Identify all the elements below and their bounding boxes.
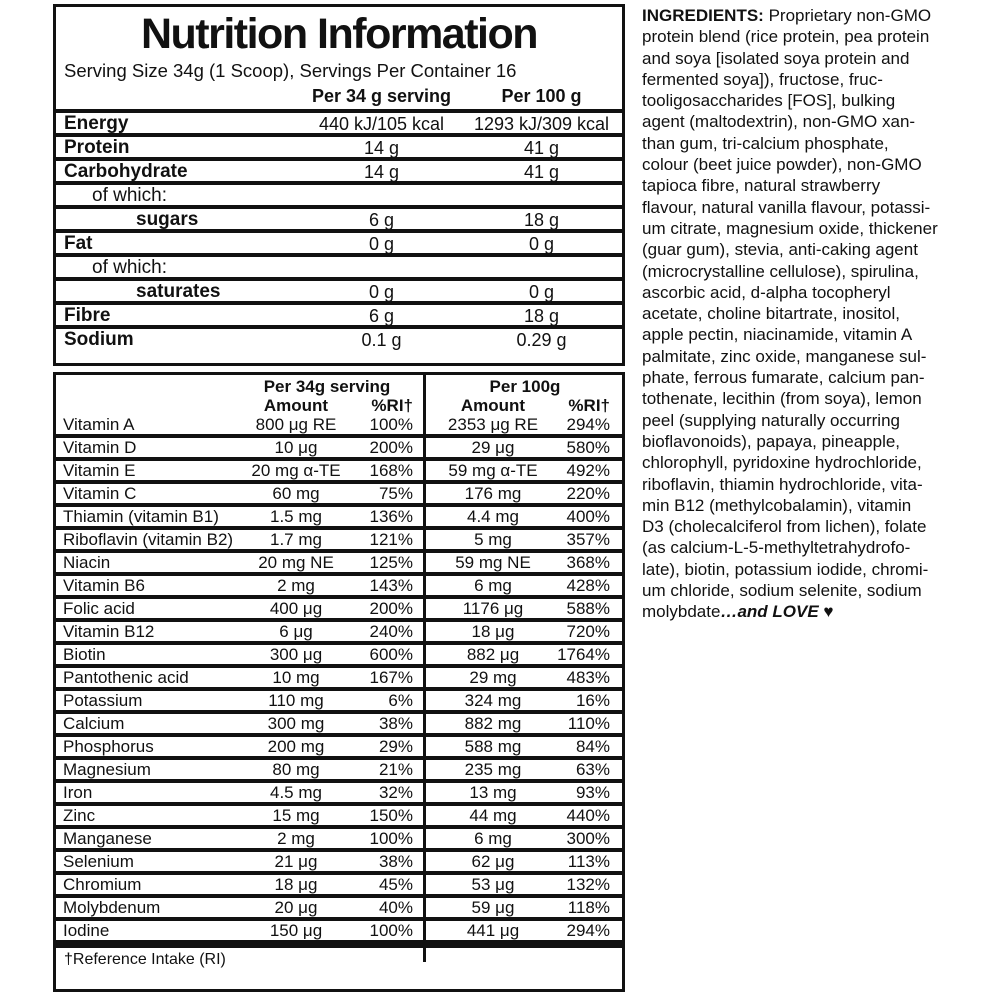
table-row	[56, 257, 622, 277]
serving-amount: 2 mg	[277, 829, 315, 848]
ingredients-line: phate, ferrous fumarate, calcium pan-	[642, 368, 925, 388]
serving-amount: 1.7 mg	[270, 530, 322, 549]
serving-ri-percent: 121%	[369, 530, 413, 549]
nutrient-label: Phosphorus	[63, 737, 154, 756]
ingredients-body	[642, 26, 998, 601]
table-row	[56, 161, 622, 181]
nutrient-label: Vitamin E	[63, 461, 136, 480]
per100g-amount: 441 μg	[466, 921, 520, 940]
ingredients-line: apple pectin, niacinamide, vitamin A	[642, 325, 913, 345]
per-serving-value: 0 g	[368, 281, 395, 302]
ingredients-line: and soya [isolated soya protein and	[642, 48, 910, 68]
serving-size-line: Serving Size 34g (1 Scoop), Servings Per Container 16	[64, 60, 517, 81]
per-serving-value: 14 g	[363, 161, 400, 182]
ingredients-line: min B12 (methylcobalamin), vitamin	[642, 495, 912, 515]
per100g-amount: 44 mg	[469, 806, 517, 825]
nutrient-label: Thiamin (vitamin B1)	[63, 507, 219, 526]
per-100g-value: 18 g	[523, 209, 560, 230]
nutrient-label: Iron	[63, 783, 93, 802]
per-serving-group-header: Per 34g serving	[263, 377, 391, 396]
serving-amount: 800 μg RE	[255, 415, 337, 434]
nutrient-label: Carbohydrate	[64, 161, 188, 182]
table-row	[56, 329, 622, 349]
column-group-divider	[423, 375, 426, 962]
table-row	[56, 829, 622, 848]
per-100g-value: 0 g	[528, 281, 555, 302]
table-row	[56, 714, 622, 733]
nutrient-label: Protein	[64, 137, 130, 158]
ingredients-line: fermented soya]), fructose, fruc-	[642, 69, 883, 89]
per100g-amount: 882 μg	[466, 645, 520, 664]
serving-amount: 110 mg	[268, 691, 324, 710]
nutrient-label: Energy	[64, 113, 129, 134]
ingredients-line	[642, 601, 998, 622]
table-row	[56, 898, 622, 917]
table-row	[56, 233, 622, 253]
per100g-amount: 882 mg	[464, 714, 522, 733]
per100g-amount: 62 μg	[471, 852, 515, 871]
serving-ri-percent: 600%	[369, 645, 413, 664]
nutrient-label: Biotin	[63, 645, 106, 664]
per-serving-value: 6 g	[368, 305, 395, 326]
ingredients-line: tothenate, lecithin (from soya), lemon	[642, 389, 922, 409]
nutrient-label: Manganese	[63, 829, 152, 848]
per100g-ri-percent: 110%	[567, 714, 610, 733]
serving-ri-percent: 167%	[369, 668, 413, 687]
serving-ri-percent: 21%	[378, 760, 413, 779]
ingredients-label: INGREDIENTS:	[642, 6, 764, 25]
per100g-amount: 4.4 mg	[467, 507, 519, 526]
nutrient-label: Calcium	[63, 714, 125, 733]
amount-header-serving: Amount	[263, 396, 329, 415]
nutrient-label: Zinc	[63, 806, 96, 825]
per100g-ri-percent: 294%	[566, 415, 610, 434]
nutrient-label: Riboflavin (vitamin B2)	[63, 530, 234, 549]
table-row	[56, 507, 622, 526]
table-row	[56, 599, 622, 618]
per100g-ri-percent: 368%	[566, 553, 610, 572]
serving-amount: 15 mg	[272, 806, 320, 825]
per-serving-value: 14 g	[363, 137, 400, 158]
serving-ri-percent: 32%	[378, 783, 413, 802]
ingredients-line: um citrate, magnesium oxide, thickener	[642, 218, 938, 238]
serving-amount: 21 μg	[274, 852, 318, 871]
ingredients-last-line-text: molybdate	[642, 602, 721, 622]
table-row	[56, 209, 622, 229]
per100g-ri-percent: 118%	[567, 898, 610, 917]
serving-ri-percent: 150%	[369, 806, 413, 825]
serving-amount: 200 mg	[267, 737, 325, 756]
serving-amount: 80 mg	[272, 760, 320, 779]
serving-ri-percent: 100%	[369, 415, 413, 434]
per100g-amount: 29 μg	[471, 438, 515, 457]
table-row	[56, 806, 622, 825]
serving-amount: 20 μg	[274, 898, 318, 917]
ri-header-serving: %RI†	[371, 396, 413, 415]
ingredients-line: chlorophyll, pyridoxine hydrochloride,	[642, 453, 922, 473]
ingredients-line: (microcrystalline cellulose), spirulina,	[642, 261, 919, 281]
table-row	[56, 852, 622, 871]
nutrition-information-panel	[53, 4, 625, 366]
serving-amount: 18 μg	[274, 875, 318, 894]
per100g-amount: 324 mg	[464, 691, 522, 710]
nutrient-label: Folic acid	[63, 599, 135, 618]
per-100g-value: 41 g	[523, 137, 560, 158]
per-100g-value: 0 g	[528, 233, 555, 254]
ingredients-line: ascorbic acid, d-alpha tocopheryl	[642, 282, 891, 302]
nutrient-label: saturates	[136, 281, 221, 302]
per-serving-column-header: Per 34 g serving	[311, 85, 452, 106]
serving-ri-percent: 38%	[378, 714, 413, 733]
nutrient-label: Pantothenic acid	[63, 668, 189, 687]
per100g-amount: 2353 μg RE	[447, 415, 539, 434]
per100g-ri-percent: 1764%	[557, 645, 610, 664]
per100g-ri-percent: 492%	[566, 461, 610, 480]
serving-amount: 300 mg	[267, 714, 325, 733]
nutrient-label: Chromium	[63, 875, 142, 894]
per-100g-value: 1293 kJ/309 kcal	[473, 113, 610, 134]
ingredients-line: um chloride, sodium selenite, sodium	[642, 581, 922, 601]
per-100g-group-header: Per 100g	[489, 377, 561, 396]
serving-ri-percent: 40%	[378, 898, 413, 917]
ingredients-line: palmitate, zinc oxide, manganese sul-	[642, 346, 927, 366]
serving-ri-percent: 100%	[369, 921, 413, 940]
serving-amount: 20 mg NE	[258, 553, 334, 572]
per100g-amount: 6 mg	[474, 829, 512, 848]
serving-ri-percent: 200%	[369, 599, 413, 618]
per-100g-column-header: Per 100 g	[501, 85, 582, 106]
per100g-amount: 6 mg	[474, 576, 512, 595]
nutrient-label: of which:	[92, 185, 167, 206]
serving-ri-percent: 125%	[369, 553, 413, 572]
ingredients-line: colour (beet juice powder), non-GMO	[642, 155, 922, 175]
serving-ri-percent: 240%	[369, 622, 413, 641]
per-serving-value: 6 g	[368, 209, 395, 230]
serving-ri-percent: 45%	[378, 875, 413, 894]
serving-ri-percent: 29%	[378, 737, 413, 756]
vitamin-table-header	[56, 375, 622, 415]
per100g-amount: 176 mg	[464, 484, 522, 503]
vitamins-minerals-panel	[53, 372, 625, 992]
serving-amount: 60 mg	[272, 484, 320, 503]
table-row	[56, 137, 622, 157]
per100g-ri-percent: 580%	[566, 438, 610, 457]
per100g-ri-percent: 113%	[567, 852, 610, 871]
per-serving-value: 0.1 g	[361, 329, 402, 350]
nutrient-label: Fat	[64, 233, 93, 254]
table-row	[56, 484, 622, 503]
table-row	[56, 461, 622, 480]
ingredients-line: bioflavonoids), papaya, pineapple,	[642, 431, 901, 451]
per100g-amount: 5 mg	[474, 530, 512, 549]
table-row	[56, 737, 622, 756]
per100g-ri-percent: 84%	[575, 737, 610, 756]
serving-amount: 300 μg	[269, 645, 323, 664]
nutrient-label: Molybdenum	[63, 898, 161, 917]
nutrient-label: Vitamin A	[63, 415, 135, 434]
table-row	[56, 668, 622, 687]
per100g-amount: 18 μg	[471, 622, 515, 641]
serving-ri-percent: 6%	[388, 691, 413, 710]
nutrient-label: Vitamin B6	[63, 576, 145, 595]
table-row	[56, 553, 622, 572]
table-row	[56, 305, 622, 325]
per100g-amount: 59 μg	[471, 898, 515, 917]
per100g-ri-percent: 132%	[566, 875, 610, 894]
per100g-ri-percent: 220%	[566, 484, 610, 503]
per100g-ri-percent: 428%	[566, 576, 610, 595]
nutrient-label: Vitamin B12	[63, 622, 155, 641]
macro-table-header	[56, 83, 622, 109]
serving-ri-percent: 200%	[369, 438, 413, 457]
serving-amount: 150 μg	[269, 921, 323, 940]
nutrient-label: sugars	[136, 209, 199, 230]
nutrient-label: Magnesium	[63, 760, 151, 779]
per100g-ri-percent: 357%	[566, 530, 610, 549]
serving-amount: 1.5 mg	[270, 507, 322, 526]
nutrient-label: Niacin	[63, 553, 111, 572]
table-row	[56, 576, 622, 595]
table-row	[56, 185, 622, 205]
table-row	[56, 438, 622, 457]
nutrient-label: Vitamin D	[63, 438, 137, 457]
serving-amount: 400 μg	[269, 599, 323, 618]
per100g-amount: 53 μg	[471, 875, 515, 894]
per100g-ri-percent: 720%	[566, 622, 610, 641]
table-row	[56, 875, 622, 894]
serving-amount: 4.5 mg	[270, 783, 322, 802]
per100g-amount: 59 mg NE	[455, 553, 531, 572]
per-100g-value: 18 g	[523, 305, 560, 326]
per100g-ri-percent: 63%	[575, 760, 610, 779]
table-row	[56, 622, 622, 641]
per100g-ri-percent: 16%	[575, 691, 610, 710]
serving-ri-percent: 100%	[369, 829, 413, 848]
serving-amount: 6 μg	[279, 622, 313, 641]
serving-amount: 2 mg	[277, 576, 315, 595]
nutrient-label: Selenium	[63, 852, 134, 871]
serving-amount: 20 mg α-TE	[251, 461, 341, 480]
per-serving-value: 440 kJ/105 kcal	[318, 113, 445, 134]
ingredients-line: agent (maltodextrin), non-GMO xan-	[642, 112, 916, 132]
ingredients-line: tooligosaccharides [FOS], bulking	[642, 91, 896, 111]
ingredients-line: late), biotin, potassium iodide, chromi-	[642, 559, 929, 579]
nutrient-label: Sodium	[64, 329, 134, 350]
per-100g-value: 41 g	[523, 161, 560, 182]
serving-amount: 10 mg	[272, 668, 320, 687]
table-row	[56, 691, 622, 710]
ingredients-line: D3 (cholecalciferol from lichen), folate	[642, 517, 927, 537]
per100g-amount: 235 mg	[464, 760, 522, 779]
per100g-amount: 29 mg	[469, 668, 517, 687]
table-row	[56, 645, 622, 664]
serving-ri-percent: 136%	[369, 507, 413, 526]
nutrient-label: Vitamin C	[63, 484, 137, 503]
ingredients-first-line-text: Proprietary non-GMO	[768, 6, 932, 25]
ingredients-line: tapioca fibre, natural strawberry	[642, 176, 881, 196]
nutrient-label: of which:	[92, 257, 167, 278]
per100g-ri-percent: 300%	[566, 829, 610, 848]
panel-title: Nutrition Information	[140, 10, 538, 58]
per100g-ri-percent: 483%	[566, 668, 610, 687]
table-row	[56, 530, 622, 549]
per100g-ri-percent: 440%	[566, 806, 610, 825]
per100g-ri-percent: 93%	[575, 783, 610, 802]
table-row	[56, 113, 622, 133]
nutrient-label: Fibre	[64, 305, 111, 326]
love-note: …and LOVE ♥	[720, 602, 834, 622]
ingredients-line	[642, 5, 998, 26]
ingredients-line: (as calcium-L-5-methyltetrahydrofo-	[642, 538, 911, 558]
serving-ri-percent: 168%	[369, 461, 413, 480]
table-row	[56, 415, 622, 434]
amount-header-100g: Amount	[460, 396, 526, 415]
nutrient-label: Potassium	[63, 691, 143, 710]
ingredients-line: than gum, tri-calcium phosphate,	[642, 133, 889, 153]
per-100g-value: 0.29 g	[516, 329, 567, 350]
ri-header-100g: %RI†	[568, 396, 610, 415]
per100g-ri-percent: 294%	[566, 921, 610, 940]
ingredients-panel	[642, 5, 998, 623]
ingredients-line: protein blend (rice protein, pea protein	[642, 27, 930, 47]
ingredients-line: acetate, choline bitartrate, inositol,	[642, 304, 900, 324]
per100g-ri-percent: 588%	[566, 599, 610, 618]
per100g-amount: 588 mg	[464, 737, 522, 756]
ingredients-line: (guar gum), stevia, anti-caking agent	[642, 240, 918, 260]
table-row	[56, 281, 622, 301]
serving-amount: 10 μg	[274, 438, 318, 457]
serving-ri-percent: 75%	[378, 484, 413, 503]
ingredients-line: flavour, natural vanilla flavour, potassi-	[642, 197, 931, 217]
vitamin-table-body	[56, 415, 622, 944]
per100g-amount: 13 mg	[469, 783, 517, 802]
per100g-ri-percent: 400%	[566, 507, 610, 526]
table-row	[56, 921, 622, 940]
table-row	[56, 760, 622, 779]
macro-table-body	[56, 109, 622, 349]
reference-intake-footnote: †Reference Intake (RI)	[64, 951, 226, 968]
per100g-amount: 1176 μg	[462, 599, 524, 618]
serving-ri-percent: 38%	[378, 852, 413, 871]
ingredients-line: peel (supplying naturally occurring	[642, 410, 900, 430]
nutrient-label: Iodine	[63, 921, 110, 940]
per-serving-value: 0 g	[368, 233, 395, 254]
per100g-amount: 59 mg α-TE	[448, 461, 538, 480]
serving-ri-percent: 143%	[369, 576, 413, 595]
table-row	[56, 783, 622, 802]
ingredients-line: riboflavin, thiamin hydrochloride, vita-	[642, 474, 923, 494]
